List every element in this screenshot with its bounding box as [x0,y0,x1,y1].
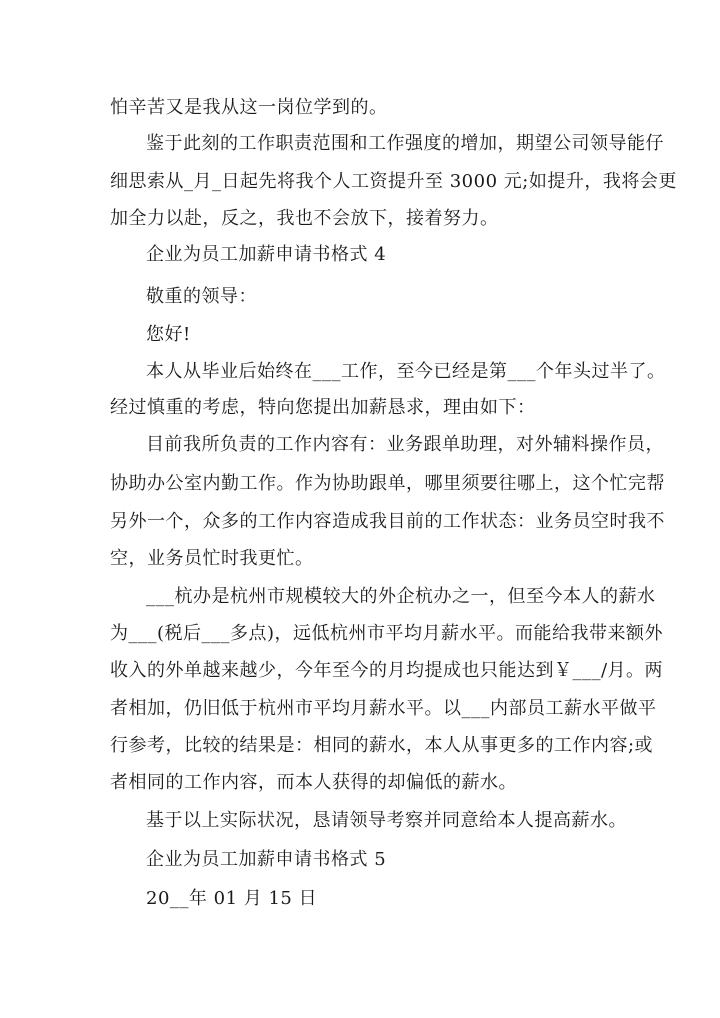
paragraph-start: 本人从毕业后始终在___工作，至今已经是第___个年头过半了。 [146,361,666,382]
text-line: 怕辛苦又是我从这一岗位学到的。 [110,97,388,118]
text-line: 另外一个，众多的工作内容造成我目前的工作状态：业务员空时我不 [110,511,665,532]
text-line: 细思索从_月_日起先将我个人工资提升至 3000 元;如提升，我将会更 [110,171,677,192]
date-line: 20__年 01 月 15 日 [146,888,318,909]
text-line: 经过慎重的考虑，特向您提出加薪恳求，理由如下： [110,397,536,418]
greeting: 您好! [146,324,191,345]
text-line: 加全力以赴，反之，我也不会放下，接着努力。 [110,208,499,229]
paragraph-start: ___杭办是杭州市规模较大的外企杭办之一，但至今本人的薪水 [146,586,656,607]
text-line: 者相同的工作内容，而本人获得的却偏低的薪水。 [110,772,517,793]
section-heading: 企业为员工加薪申请书格式 4 [146,244,387,265]
section-heading: 企业为员工加薪申请书格式 5 [146,849,387,870]
text-line: 行参考，比较的结果是：相同的薪水，本人从事更多的工作内容;或 [110,735,654,756]
text-line: 者相加，仍旧低于杭州市平均月薪水平。以___内部员工薪水平做平 [110,698,657,719]
paragraph-start: 目前我所负责的工作内容有：业务跟单助理，对外辅料操作员， [146,434,664,455]
text-line: 为___(税后___多点)，远低杭州市平均月薪水平。而能给我带来额外 [110,623,664,644]
text-line: 收入的外单越来越少，今年至今的月均提成也只能达到￥___/月。两 [110,660,664,681]
paragraph-start: 基于以上实际状况，恳请领导考察并同意给本人提高薪水。 [146,810,627,831]
paragraph-start: 鉴于此刻的工作职责范围和工作强度的增加，期望公司领导能仔 [146,133,664,154]
salutation: 敬重的领导： [146,286,257,307]
text-line: 协助办公室内勤工作。作为协助跟单，哪里须要往哪上，这个忙完帮 [110,473,665,494]
text-line: 空，业务员忙时我更忙。 [110,548,314,569]
